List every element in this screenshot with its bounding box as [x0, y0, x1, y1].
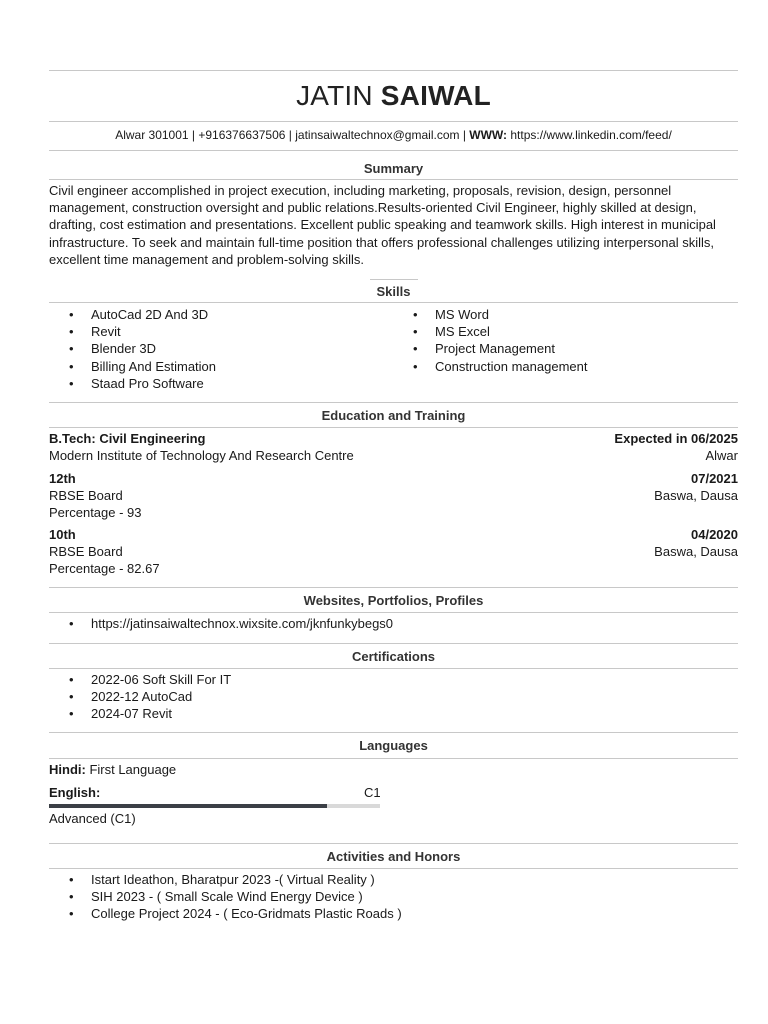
activities-title: Activities and Honors: [326, 849, 461, 864]
www-label: WWW:: [469, 128, 508, 142]
education-entry-10th: [49, 526, 738, 577]
certifications-top-rule: [49, 643, 738, 644]
top-rule: [49, 70, 738, 71]
summary-title: Summary: [363, 161, 424, 176]
list-item: • MS Excel: [393, 323, 733, 340]
school: Modern Institute of Technology And Research Centre: [49, 448, 354, 463]
list-item: • Blender 3D: [49, 340, 389, 357]
list-item: • College Project 2024 - ( Eco-Gridmats Plastic Roads ): [49, 905, 738, 922]
languages-title: Languages: [359, 738, 428, 753]
location: Baswa, Dausa: [654, 544, 738, 559]
portfolio-link[interactable]: • https://jatinsaiwaltechnox.wixsite.com/jknfunkybegs0: [49, 615, 738, 632]
education-top-rule: [49, 402, 738, 403]
language-label: English:: [49, 785, 101, 800]
websites-rule: [49, 612, 738, 613]
activities-rule: [49, 868, 738, 869]
skills-top-rule: [370, 279, 418, 280]
skills-list-left: [49, 306, 389, 392]
activities-top-rule: [49, 843, 738, 844]
contact-rule: [49, 150, 738, 151]
school: RBSE Board: [49, 488, 123, 503]
language-english-label: [49, 784, 100, 801]
degree: 10th: [49, 527, 76, 542]
list-item: • Project Management: [393, 340, 733, 357]
location: Alwar: [705, 448, 738, 463]
list-item: • Revit: [49, 323, 389, 340]
summary-text: Civil engineer accomplished in project execution, including marketing, proposals, revision, design, personnel management, construction oversight and public relations.Results-oriented Civil Engineer, highly skilled at design, drafting, cost estimation and presentations. Excellent public speaking and teamwork skills. High interest in municipal infrastructure. To seek and maintain full-time position that offers professional challenges utilizing interpersonal skills, excellent time management and problem-solving skills.: [49, 183, 716, 267]
summary-rule: [49, 179, 738, 180]
contact-details: Alwar 301001 | +916376637506 | jatinsaiwaltechnox@gmail.com |: [115, 128, 470, 142]
language-label: Hindi:: [49, 762, 86, 777]
list-item: • 2022-12 AutoCad: [49, 688, 738, 705]
english-proficiency-bar: [49, 804, 380, 808]
date: Expected in 06/2025: [614, 431, 738, 446]
education-entry-12th: [49, 470, 738, 521]
skills-list-right: [393, 306, 733, 375]
education-rule: [49, 427, 738, 428]
skills-rule: [49, 302, 738, 303]
language-hindi: [49, 761, 176, 778]
language-value: First Language: [85, 762, 177, 777]
date: 04/2020: [691, 527, 738, 542]
activities-list: [49, 871, 738, 923]
resume-name: [49, 80, 738, 112]
websites-list: [49, 615, 738, 632]
certifications-title: Certifications: [351, 649, 436, 664]
date: 07/2021: [691, 471, 738, 486]
websites-top-rule: [49, 587, 738, 588]
name-rule: [49, 121, 738, 122]
location: Baswa, Dausa: [654, 488, 738, 503]
list-item: • MS Word: [393, 306, 733, 323]
percentage: Percentage - 82.67: [49, 561, 160, 576]
degree: B.Tech: Civil Engineering: [49, 431, 206, 446]
education-entry-btech: [49, 430, 738, 464]
list-item: • 2022-06 Soft Skill For IT: [49, 671, 738, 688]
language-english-level: C1: [364, 785, 381, 800]
certifications-rule: [49, 668, 738, 669]
list-item: • Istart Ideathon, Bharatpur 2023 -( Virtual Reality ): [49, 871, 738, 888]
list-item: • SIH 2023 - ( Small Scale Wind Energy Device ): [49, 888, 738, 905]
list-item: • Construction management: [393, 358, 733, 375]
list-item: • Billing And Estimation: [49, 358, 389, 375]
english-proficiency-fill: [49, 804, 327, 808]
education-title: Education and Training: [321, 408, 466, 423]
degree: 12th: [49, 471, 76, 486]
languages-rule: [49, 758, 738, 759]
contact-line: [49, 128, 738, 142]
percentage: Percentage - 93: [49, 505, 142, 520]
list-item: • Staad Pro Software: [49, 375, 389, 392]
name-last: SAIWAL: [380, 80, 491, 111]
certifications-list: [49, 671, 738, 723]
websites-title: Websites, Portfolios, Profiles: [303, 593, 484, 608]
linkedin-link[interactable]: https://www.linkedin.com/feed/: [507, 128, 672, 142]
languages-top-rule: [49, 732, 738, 733]
skills-title: Skills: [376, 284, 411, 299]
name-first: JATIN: [296, 80, 373, 111]
list-item: • AutoCad 2D And 3D: [49, 306, 389, 323]
language-english-desc: Advanced (C1): [49, 811, 136, 826]
list-item: • 2024-07 Revit: [49, 705, 738, 722]
school: RBSE Board: [49, 544, 123, 559]
